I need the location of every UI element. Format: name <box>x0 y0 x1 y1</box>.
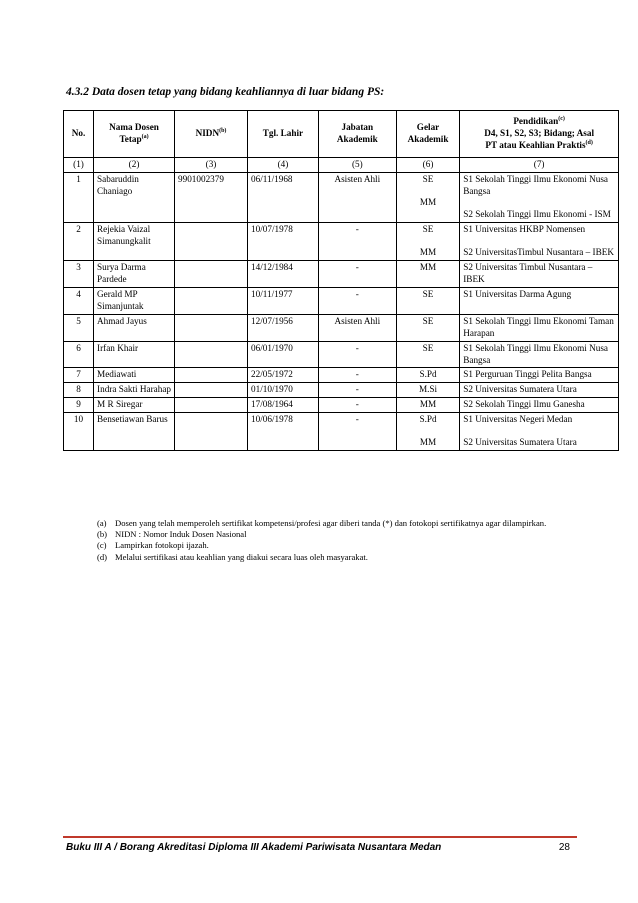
cell-no: 2 <box>64 222 94 260</box>
cell-no: 9 <box>64 398 94 413</box>
header-nama: Nama Dosen Tetap$^{(a)}$ <box>94 111 175 158</box>
cell-pendidikan: S1 Universitas HKBP Nomensen S2 UniversitasTimbul Nusantara – IBEK <box>460 222 619 260</box>
col-number: (5) <box>318 158 396 173</box>
cell-nama: Irfan Khair <box>94 341 175 368</box>
cell-nidn <box>175 383 248 398</box>
footnote: (a) Dosen yang telah memperoleh sertifikat kompetensi/profesi agar diberi tanda (*) dan fotokopi sertifikatnya agar dilampirkan. <box>97 518 547 528</box>
cell-pendidikan: S1 Universitas Negeri Medan S2 Universitas Sumatera Utara <box>460 413 619 451</box>
cell-tgl-lahir: 06/11/1968 <box>248 172 319 222</box>
cell-jabatan: - <box>318 368 396 383</box>
cell-gelar: MM <box>396 398 459 413</box>
cell-pendidikan: S2 Sekolah Tinggi Ilmu Ganesha <box>460 398 619 413</box>
cell-jabatan: - <box>318 287 396 314</box>
cell-tgl-lahir: 10/11/1977 <box>248 287 319 314</box>
cell-pendidikan: S1 Sekolah Tinggi Ilmu Ekonomi Taman Harapan <box>460 314 619 341</box>
cell-nidn <box>175 222 248 260</box>
cell-nama: Gerald MP Simanjuntak <box>94 287 175 314</box>
page-footer <box>66 842 570 853</box>
table-row <box>64 172 619 222</box>
header-no: No. <box>64 111 94 158</box>
footer-rule <box>63 836 577 838</box>
cell-nama: Indra Sakti Harahap <box>94 383 175 398</box>
table-row <box>64 341 619 368</box>
cell-pendidikan: S1 Sekolah Tinggi Ilmu Ekonomi Nusa Bangsa S2 Sekolah Tinggi Ilmu Ekonomi - ISM <box>460 172 619 222</box>
footer-title: Buku III A / Borang Akreditasi Diploma III Akademi Pariwisata Nusantara Medan <box>66 842 442 853</box>
col-number: (6) <box>396 158 459 173</box>
cell-no: 5 <box>64 314 94 341</box>
table-row <box>64 314 619 341</box>
cell-jabatan: - <box>318 383 396 398</box>
cell-gelar: MM <box>396 260 459 287</box>
cell-jabatan: - <box>318 260 396 287</box>
cell-nama: Ahmad Jayus <box>94 314 175 341</box>
table-row <box>64 368 619 383</box>
cell-tgl-lahir: 22/05/1972 <box>248 368 319 383</box>
cell-pendidikan: S2 Universitas Sumatera Utara <box>460 383 619 398</box>
cell-tgl-lahir: 10/07/1978 <box>248 222 319 260</box>
lecturer-table <box>63 110 619 451</box>
cell-gelar: M.Si <box>396 383 459 398</box>
col-number: (3) <box>175 158 248 173</box>
header-nidn: NIDN$^{(b)}$ <box>175 111 248 158</box>
cell-gelar: SE <box>396 341 459 368</box>
cell-nidn: 9901002379 <box>175 172 248 222</box>
cell-pendidikan: S1 Perguruan Tinggi Pelita Bangsa <box>460 368 619 383</box>
table-row <box>64 383 619 398</box>
table-row <box>64 398 619 413</box>
cell-tgl-lahir: 01/10/1970 <box>248 383 319 398</box>
table-header-row <box>64 111 619 158</box>
footnote: (d) Melalui sertifikasi atau keahlian yang diakui secara luas oleh masyarakat. <box>97 551 368 562</box>
cell-no: 1 <box>64 172 94 222</box>
cell-no: 10 <box>64 413 94 451</box>
table-row <box>64 413 619 451</box>
table-row <box>64 222 619 260</box>
cell-pendidikan: S1 Sekolah Tinggi Ilmu Ekonomi Nusa Bangsa <box>460 341 619 368</box>
cell-gelar: SE MM <box>396 172 459 222</box>
header-gelar: Gelar Akademik <box>396 111 459 158</box>
cell-jabatan: Asisten Ahli <box>318 172 396 222</box>
cell-nidn <box>175 398 248 413</box>
cell-nama: Bensetiawan Barus <box>94 413 175 451</box>
cell-nama: Mediawati <box>94 368 175 383</box>
col-number: (1) <box>64 158 94 173</box>
cell-nidn <box>175 368 248 383</box>
header-pendidikan: Pendidikan$^{(c)}$ D4, S1, S2, S3; Bidang; Asal PT atau Keahlian Praktis$^{(d)}$ <box>460 111 619 158</box>
cell-pendidikan: S1 Universitas Darma Agung <box>460 287 619 314</box>
cell-nidn <box>175 287 248 314</box>
header-jabatan: Jabatan Akademik <box>318 111 396 158</box>
cell-nidn <box>175 314 248 341</box>
col-number: (2) <box>94 158 175 173</box>
cell-jabatan: Asisten Ahli <box>318 314 396 341</box>
cell-nidn <box>175 260 248 287</box>
col-number: (4) <box>248 158 319 173</box>
cell-tgl-lahir: 06/01/1970 <box>248 341 319 368</box>
cell-no: 7 <box>64 368 94 383</box>
table-row <box>64 287 619 314</box>
cell-jabatan: - <box>318 398 396 413</box>
page-number: 28 <box>558 842 570 853</box>
cell-gelar: S.Pd <box>396 368 459 383</box>
table-row <box>64 260 619 287</box>
cell-jabatan: - <box>318 222 396 260</box>
cell-no: 6 <box>64 341 94 368</box>
cell-nama: M R Siregar <box>94 398 175 413</box>
cell-gelar: SE <box>396 287 459 314</box>
cell-gelar: SE MM <box>396 222 459 260</box>
footnote: (c) Lampirkan fotokopi ijazah. <box>97 540 209 551</box>
header-tgl-lahir: Tgl. Lahir <box>248 111 319 158</box>
cell-nama: Surya Darma Pardede <box>94 260 175 287</box>
footnote: (b) NIDN : Nomor Induk Dosen Nasional <box>97 529 247 540</box>
cell-jabatan: - <box>318 341 396 368</box>
cell-no: 8 <box>64 383 94 398</box>
column-number-row <box>64 158 619 173</box>
cell-nama: Sabaruddin Chaniago <box>94 172 175 222</box>
cell-tgl-lahir: 10/06/1978 <box>248 413 319 451</box>
cell-no: 4 <box>64 287 94 314</box>
cell-nidn <box>175 413 248 451</box>
cell-nidn <box>175 341 248 368</box>
cell-tgl-lahir: 12/07/1956 <box>248 314 319 341</box>
cell-pendidikan: S2 Universitas Timbul Nusantara – IBEK <box>460 260 619 287</box>
footnotes <box>97 518 546 563</box>
cell-gelar: S.Pd MM <box>396 413 459 451</box>
cell-jabatan: - <box>318 413 396 451</box>
cell-tgl-lahir: 14/12/1984 <box>248 260 319 287</box>
cell-gelar: SE <box>396 314 459 341</box>
cell-tgl-lahir: 17/08/1964 <box>248 398 319 413</box>
cell-no: 3 <box>64 260 94 287</box>
col-number: (7) <box>460 158 619 173</box>
cell-nama: Rejekia Vaizal Simanungkalit <box>94 222 175 260</box>
section-heading: 4.3.2 Data dosen tetap yang bidang keahliannya di luar bidang PS: <box>66 86 385 98</box>
